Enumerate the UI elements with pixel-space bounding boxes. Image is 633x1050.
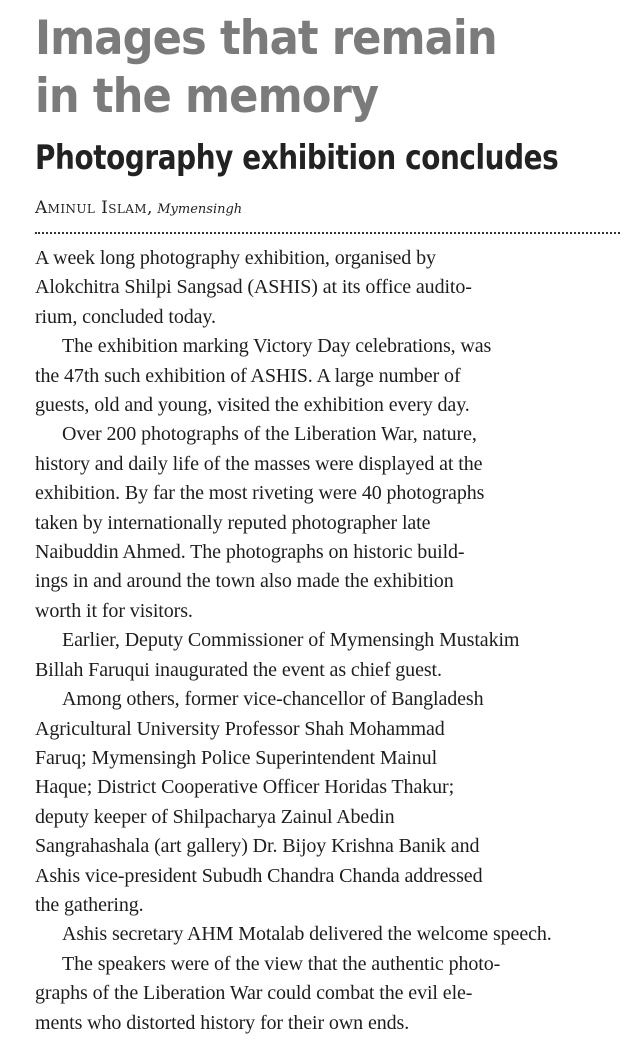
paragraph-line: Naibuddin Ahmed. The photographs on historic build- <box>35 541 465 564</box>
news-article <box>35 10 625 1038</box>
paragraph-line: rium, concluded today. <box>35 305 216 328</box>
article-paragraph <box>35 626 615 685</box>
paragraph-line: graphs of the Liberation War could combat the evil ele- <box>35 982 473 1005</box>
paragraph-line: Faruq; Mymensingh Police Superintendent Mainul <box>35 746 438 769</box>
article-paragraph <box>35 420 615 626</box>
paragraph-line: taken by internationally reputed photographer late <box>35 511 431 534</box>
paragraph-line: history and daily life of the masses were displayed at the <box>35 452 483 475</box>
paragraph-line: guests, old and young, visited the exhibition every day. <box>35 394 470 417</box>
paragraph-line: The speakers were of the view that the authentic photo- <box>62 952 501 975</box>
byline-location: Mymensingh <box>157 202 243 217</box>
headline <box>35 10 578 126</box>
byline <box>35 198 625 218</box>
paragraph-line: Among others, former vice-chancellor of Bangladesh <box>62 688 484 711</box>
paragraph-line: exhibition. By far the most riveting were 40 photographs <box>35 482 485 505</box>
paragraph-line: Agricultural University Professor Shah Mohammad <box>35 717 445 740</box>
paragraph-line: The exhibition marking Victory Day celebrations, was <box>62 335 492 358</box>
article-body <box>35 244 615 1038</box>
article-paragraph <box>35 920 615 949</box>
paragraph-line: Ashis secretary AHM Motalab delivered the welcome speech. <box>62 923 552 946</box>
paragraph-line: the gathering. <box>35 893 144 916</box>
headline-line: Images that remain <box>35 11 497 66</box>
byline-author: Aminul Islam, <box>35 198 153 218</box>
paragraph-line: Earlier, Deputy Commissioner of Mymensingh Mustakim <box>62 629 520 652</box>
paragraph-line: A week long photography exhibition, organised by <box>35 247 436 269</box>
subheadline: Photography exhibition concludes <box>35 138 559 178</box>
paragraph-line: worth it for visitors. <box>35 599 193 622</box>
paragraph-line: the 47th such exhibition of ASHIS. A large number of <box>35 364 461 387</box>
article-paragraph <box>35 685 615 920</box>
paragraph-line: ments who distorted history for their own ends. <box>35 1011 410 1034</box>
paragraph-line: Ashis vice-president Subudh Chandra Chanda addressed <box>35 864 483 887</box>
paragraph-line: deputy keeper of Shilpacharya Zainul Abedin <box>35 805 395 828</box>
article-paragraph <box>35 950 615 1038</box>
headline-line: in the memory <box>35 69 379 124</box>
paragraph-line: Alokchitra Shilpi Sangsad (ASHIS) at its office audito- <box>35 276 472 299</box>
article-paragraph <box>35 244 615 332</box>
dotted-divider <box>35 232 620 234</box>
paragraph-line: Haque; District Cooperative Officer Horidas Thakur; <box>35 776 455 799</box>
paragraph-line: Sangrahashala (art gallery) Dr. Bijoy Krishna Banik and <box>35 835 480 858</box>
paragraph-line: Over 200 photographs of the Liberation War, nature, <box>62 423 477 446</box>
article-paragraph <box>35 332 615 420</box>
paragraph-line: ings in and around the town also made the exhibition <box>35 570 454 593</box>
paragraph-line: Billah Faruqui inaugurated the event as chief guest. <box>35 658 442 681</box>
